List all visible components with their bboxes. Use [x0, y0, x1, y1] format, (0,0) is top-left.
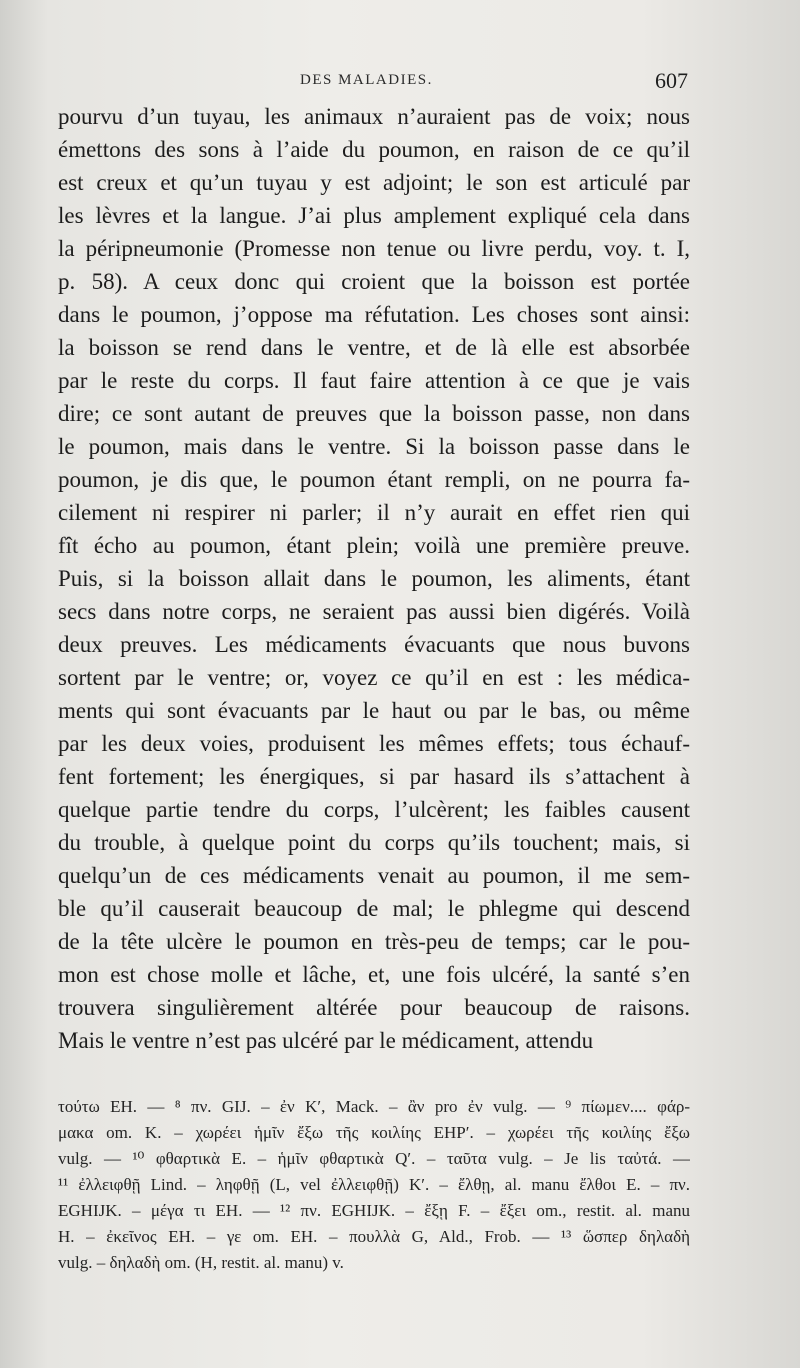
footnote-line: vulg. — ¹⁰ φθαρτικὰ E. – ἡμῖν φθαρτικὰ Q′. – ταῦτα vulg. – Je lis ταὐτά. — [58, 1149, 690, 1168]
footnote-line: vulg. – δηλαδὴ om. (H, restit. al. manu) v. [58, 1253, 344, 1272]
text-line: poumon, je dis que, le poumon étant rempli, on ne pourra fa- [58, 467, 690, 492]
text-line: cilement ni respirer ni parler; il n’y aurait en effet rien qui [58, 500, 690, 525]
text-line: dans le poumon, j’oppose ma réfutation. Les choses sont ainsi: [58, 302, 690, 327]
footnote-line: ¹¹ ἐλλειφθῇ Lind. – ληφθῇ (L, vel ἐλλειφθῇ) K′. – ἔλθῃ, al. manu ἔλθοι E. – πν. [58, 1175, 690, 1194]
text-line: le poumon, mais dans le ventre. Si la boisson passe dans le [58, 434, 690, 459]
text-line: p. 58). A ceux donc qui croient que la boisson est portée [58, 269, 690, 294]
text-line: fît écho au poumon, étant plein; voilà une première preuve. [58, 533, 690, 558]
running-title: DES MALADIES. [300, 72, 433, 88]
text-line: est creux et qu’un tuyau y est adjoint; le son est articulé par [58, 170, 690, 195]
text-line: sortent par le ventre; or, voyez ce qu’il en est : les médica- [58, 665, 690, 690]
footnote-line: μακα om. K. – χωρέει ἡμῖν ἔξω τῆς κοιλίης EHP′. – χωρέει τῆς κοιλίης ἔξω [58, 1123, 690, 1142]
text-line: pourvu d’un tuyau, les animaux n’auraient pas de voix; nous [58, 104, 690, 129]
text-line: Mais le ventre n’est pas ulcéré par le médicament, attendu [58, 1028, 594, 1053]
text-line: les lèvres et la langue. J’ai plus amplement expliqué cela dans [58, 203, 690, 228]
footnotes [58, 1094, 690, 1276]
text-line: ble qu’il causerait beaucoup de mal; le phlegme qui descend [58, 896, 690, 921]
text-line: fent fortement; les énergiques, si par hasard ils s’attachent à [58, 764, 690, 789]
footnote-line: H. – ἐκεῖνος EH. – γε om. EH. – πουλλὰ G, Ald., Frob. — ¹³ ὥσπερ δηλαδὴ [58, 1227, 690, 1246]
footnote-line: EGHIJK. – μέγα τι EH. — ¹² πν. EGHIJK. – ἔξῃ F. – ἔξει om., restit. al. manu [58, 1201, 690, 1220]
text-line: par les deux voies, produisent les mêmes effets; tous échauf- [58, 731, 690, 756]
text-line: mon est chose molle et lâche, et, une fois ulcéré, la santé s’en [58, 962, 690, 987]
text-line: émettons des sons à l’aide du poumon, en raison de ce qu’il [58, 137, 690, 162]
footnote-line: τούτω EH. — ⁸ πν. GIJ. – ἐν K′, Mack. – ἂν pro ἐν vulg. — ⁹ πίωμεν.... φάρ- [58, 1097, 690, 1116]
text-line: la péripneumonie (Promesse non tenue ou livre perdu, voy. t. I, [58, 236, 690, 261]
text-line: Puis, si la boisson allait dans le poumon, les aliments, étant [58, 566, 690, 591]
page-number: 607 [655, 68, 688, 93]
text-line: du trouble, à quelque point du corps qu’ils touchent; mais, si [58, 830, 690, 855]
text-line: par le reste du corps. Il faut faire attention à ce que je vais [58, 368, 690, 393]
text-line: secs dans notre corps, ne seraient pas aussi bien digérés. Voilà [58, 599, 690, 624]
text-line: ments qui sont évacuants par le haut ou par le bas, ou même [58, 698, 690, 723]
running-head [0, 70, 800, 94]
text-line: trouvera singulièrement altérée pour beaucoup de raisons. [58, 995, 690, 1020]
text-line: deux preuves. Les médicaments évacuants que nous buvons [58, 632, 690, 657]
text-line: dire; ce sont autant de preuves que la boisson passe, non dans [58, 401, 690, 426]
text-line: quelqu’un de ces médicaments venait au poumon, il me sem- [58, 863, 690, 888]
text-line: de la tête ulcère le poumon en très-peu de temps; car le pou- [58, 929, 690, 954]
main-text [58, 100, 690, 1057]
text-line: quelque partie tendre du corps, l’ulcèrent; les faibles causent [58, 797, 690, 822]
text-line: la boisson se rend dans le ventre, et de là elle est absorbée [58, 335, 690, 360]
